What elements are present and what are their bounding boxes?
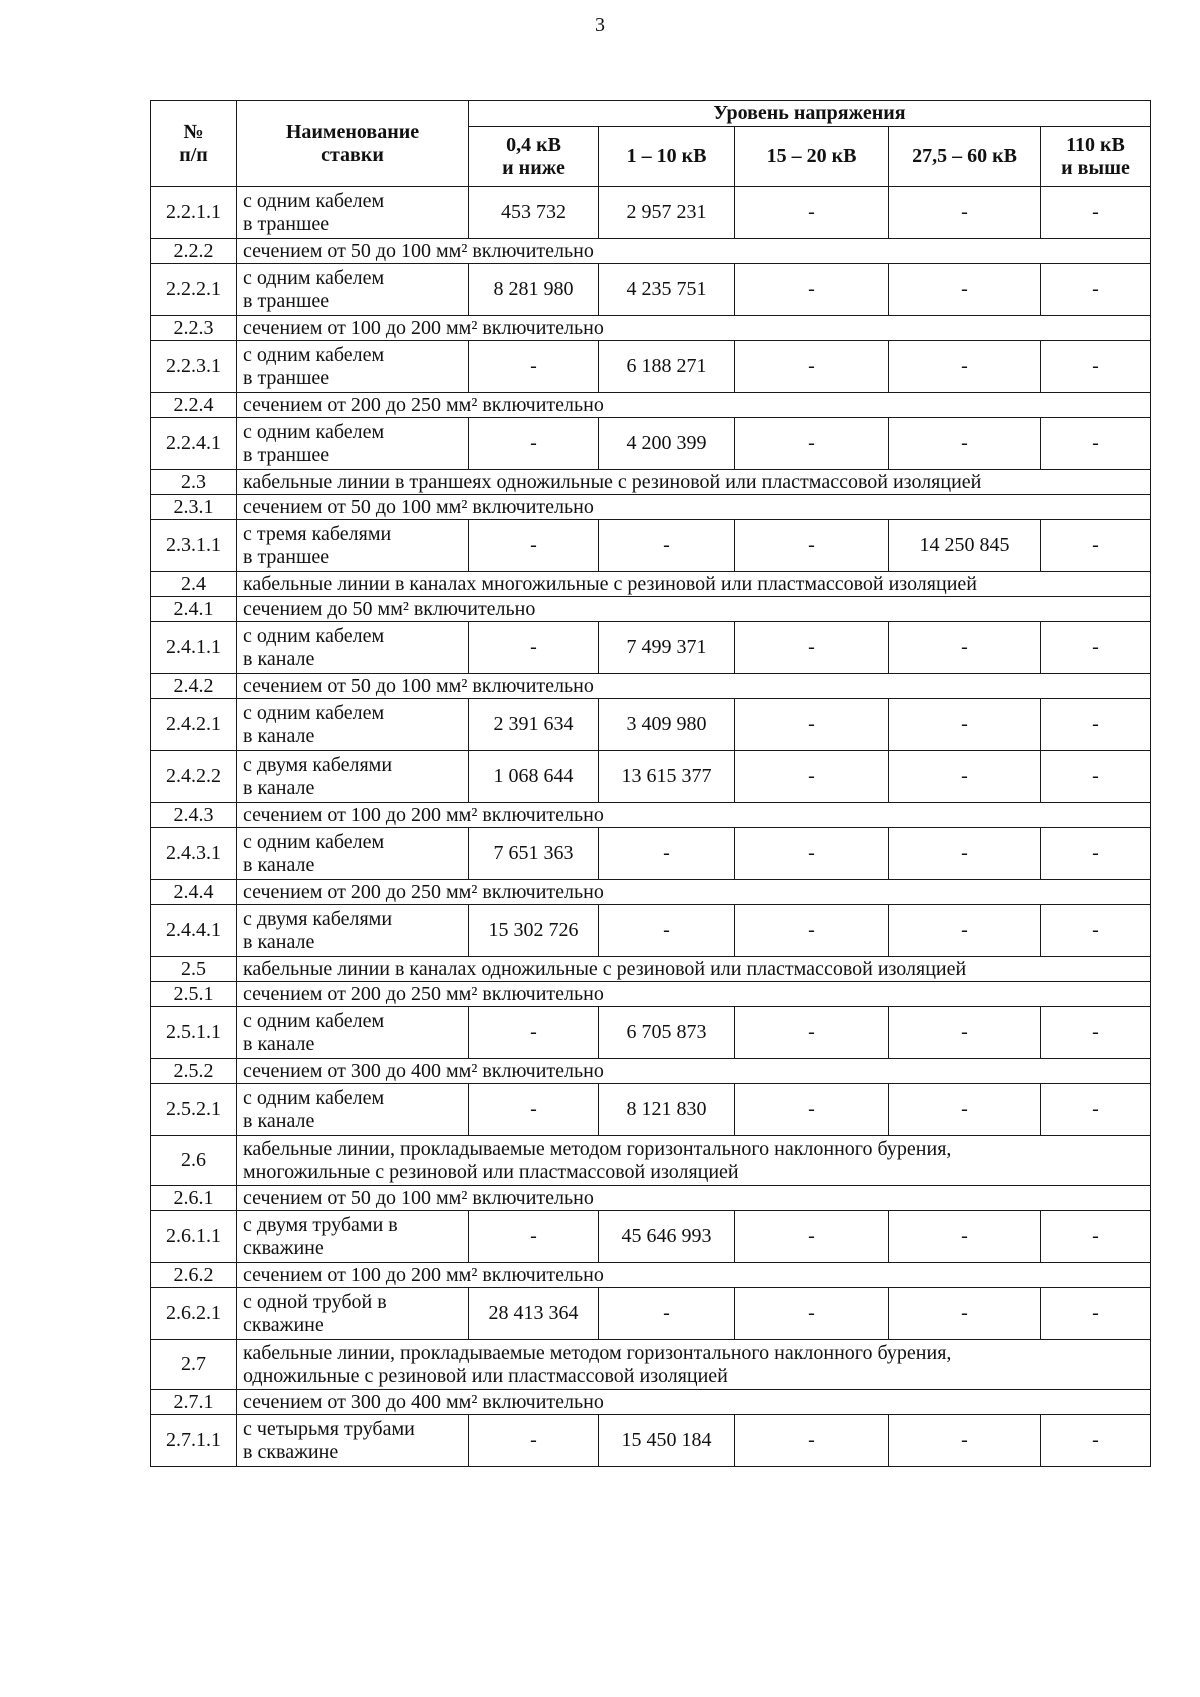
rate-value: 45 646 993 xyxy=(599,1211,735,1263)
section-row xyxy=(151,674,1151,699)
row-number: 2.5.1 xyxy=(151,982,237,1007)
rate-name: с одним кабелем в канале xyxy=(237,699,469,751)
section-row xyxy=(151,239,1151,264)
rate-value: - xyxy=(1041,520,1151,572)
header-level-110kv xyxy=(1041,127,1151,187)
row-number: 2.4.1.1 xyxy=(151,622,237,674)
table-row xyxy=(151,622,1151,674)
table-row xyxy=(151,264,1151,316)
row-number: 2.4.1 xyxy=(151,597,237,622)
header-voltage-level: Уровень напряжения xyxy=(469,101,1151,127)
rate-value: 15 302 726 xyxy=(469,905,599,957)
header-num-label: № п/п xyxy=(179,120,208,166)
section-title: кабельные линии, прокладываемые методом горизонтального наклонного бурения, одножильные с резиновой или пластмассовой изоляцией xyxy=(237,1340,1151,1390)
table-row xyxy=(151,520,1151,572)
rate-value: 14 250 845 xyxy=(889,520,1041,572)
row-number: 2.4.3.1 xyxy=(151,828,237,880)
rate-value: 13 615 377 xyxy=(599,751,735,803)
row-number: 2.3.1.1 xyxy=(151,520,237,572)
rate-name: с одним кабелем в канале xyxy=(237,1084,469,1136)
rate-value: - xyxy=(735,520,889,572)
table-row xyxy=(151,699,1151,751)
table-row xyxy=(151,828,1151,880)
section-row xyxy=(151,597,1151,622)
row-number: 2.4.3 xyxy=(151,803,237,828)
table-row xyxy=(151,1007,1151,1059)
row-number: 2.6.1.1 xyxy=(151,1211,237,1263)
header-level-1-10kv xyxy=(599,127,735,187)
rate-value: - xyxy=(1041,1211,1151,1263)
rate-value: - xyxy=(1041,418,1151,470)
section-row xyxy=(151,1186,1151,1211)
rate-value: - xyxy=(1041,1084,1151,1136)
section-row xyxy=(151,1390,1151,1415)
rate-name: с тремя кабелями в траншее xyxy=(237,520,469,572)
table-row xyxy=(151,1211,1151,1263)
section-title: сечением от 100 до 200 мм² включительно xyxy=(237,803,1151,828)
rate-value: 3 409 980 xyxy=(599,699,735,751)
rate-value: - xyxy=(1041,187,1151,239)
header-level-label: 15 – 20 кВ xyxy=(766,145,857,167)
rate-value: - xyxy=(469,341,599,393)
rate-value: - xyxy=(469,1084,599,1136)
rate-value: 28 413 364 xyxy=(469,1288,599,1340)
rate-name: с одним кабелем в канале xyxy=(237,828,469,880)
row-number: 2.6.2.1 xyxy=(151,1288,237,1340)
row-number: 2.3.1 xyxy=(151,495,237,520)
row-number: 2.5 xyxy=(151,957,237,982)
table-row xyxy=(151,1415,1151,1467)
header-level-label: 0,4 кВ и ниже xyxy=(502,133,565,179)
rate-value: 8 281 980 xyxy=(469,264,599,316)
rate-value: - xyxy=(735,1415,889,1467)
section-row xyxy=(151,957,1151,982)
section-title: сечением от 200 до 250 мм² включительно xyxy=(237,880,1151,905)
row-number: 2.2.4.1 xyxy=(151,418,237,470)
rate-value: - xyxy=(889,622,1041,674)
table-row xyxy=(151,905,1151,957)
rate-value: - xyxy=(469,1415,599,1467)
rate-value: - xyxy=(889,1288,1041,1340)
rate-value: - xyxy=(735,1007,889,1059)
header-level-label: 1 – 10 кВ xyxy=(626,145,707,167)
section-row xyxy=(151,470,1151,495)
rate-value: - xyxy=(889,187,1041,239)
section-row xyxy=(151,1263,1151,1288)
section-row xyxy=(151,1340,1151,1390)
row-number: 2.4.2.2 xyxy=(151,751,237,803)
rate-value: - xyxy=(469,520,599,572)
section-row xyxy=(151,880,1151,905)
rate-value: 4 200 399 xyxy=(599,418,735,470)
row-number: 2.4.2 xyxy=(151,674,237,699)
rate-value: - xyxy=(469,1211,599,1263)
section-row xyxy=(151,1059,1151,1084)
rate-value: - xyxy=(1041,905,1151,957)
rate-value: - xyxy=(1041,1288,1151,1340)
row-number: 2.2.3.1 xyxy=(151,341,237,393)
rate-value: - xyxy=(1041,699,1151,751)
rate-value: - xyxy=(735,622,889,674)
section-title: сечением от 200 до 250 мм² включительно xyxy=(237,393,1151,418)
table-row xyxy=(151,418,1151,470)
section-title: сечением от 100 до 200 мм² включительно xyxy=(237,316,1151,341)
row-number: 2.3 xyxy=(151,470,237,495)
rate-value: - xyxy=(735,341,889,393)
rate-value: - xyxy=(735,828,889,880)
rate-value: 2 391 634 xyxy=(469,699,599,751)
section-row xyxy=(151,316,1151,341)
rate-value: - xyxy=(599,905,735,957)
row-number: 2.4.4 xyxy=(151,880,237,905)
row-number: 2.7 xyxy=(151,1340,237,1390)
row-number: 2.6.2 xyxy=(151,1263,237,1288)
section-title: кабельные линии в каналах многожильные с резиновой или пластмассовой изоляцией xyxy=(237,572,1151,597)
rate-value: - xyxy=(599,828,735,880)
rate-value: - xyxy=(735,187,889,239)
rate-value: - xyxy=(1041,341,1151,393)
header-level-label: 110 кВ и выше xyxy=(1061,133,1130,179)
row-number: 2.7.1.1 xyxy=(151,1415,237,1467)
section-title: сечением от 200 до 250 мм² включительно xyxy=(237,982,1151,1007)
rate-name: с одним кабелем в канале xyxy=(237,1007,469,1059)
rate-name: с двумя кабелями в канале xyxy=(237,751,469,803)
rate-value: - xyxy=(889,1211,1041,1263)
rate-value: - xyxy=(735,418,889,470)
row-number: 2.4.2.1 xyxy=(151,699,237,751)
header-level-27-60kv xyxy=(889,127,1041,187)
section-title: сечением от 50 до 100 мм² включительно xyxy=(237,495,1151,520)
section-title: кабельные линии, прокладываемые методом горизонтального наклонного бурения, многожильные с резиновой или пластмассовой изоляцией xyxy=(237,1136,1151,1186)
rate-value: - xyxy=(889,341,1041,393)
rate-name: с одной трубой в скважине xyxy=(237,1288,469,1340)
row-number: 2.2.1.1 xyxy=(151,187,237,239)
table-row xyxy=(151,1084,1151,1136)
rates-table xyxy=(150,100,1151,1467)
row-number: 2.6 xyxy=(151,1136,237,1186)
rate-value: 6 705 873 xyxy=(599,1007,735,1059)
row-number: 2.2.3 xyxy=(151,316,237,341)
rate-name: с четырьмя трубами в скважине xyxy=(237,1415,469,1467)
rate-value: - xyxy=(1041,264,1151,316)
rate-value: - xyxy=(599,520,735,572)
section-row xyxy=(151,803,1151,828)
row-number: 2.2.2.1 xyxy=(151,264,237,316)
section-title: сечением от 300 до 400 мм² включительно xyxy=(237,1390,1151,1415)
rate-value: 2 957 231 xyxy=(599,187,735,239)
table-row xyxy=(151,751,1151,803)
section-title: кабельные линии в траншеях одножильные с резиновой или пластмассовой изоляцией xyxy=(237,470,1151,495)
section-title: сечением от 300 до 400 мм² включительно xyxy=(237,1059,1151,1084)
row-number: 2.5.1.1 xyxy=(151,1007,237,1059)
row-number: 2.4.4.1 xyxy=(151,905,237,957)
rate-value: - xyxy=(1041,828,1151,880)
rate-value: - xyxy=(889,1415,1041,1467)
section-title: сечением от 100 до 200 мм² включительно xyxy=(237,1263,1151,1288)
rate-name: с одним кабелем в траншее xyxy=(237,187,469,239)
section-title: сечением от 50 до 100 мм² включительно xyxy=(237,674,1151,699)
header-level-15-20kv xyxy=(735,127,889,187)
rate-value: - xyxy=(889,1084,1041,1136)
section-row xyxy=(151,982,1151,1007)
row-number: 2.6.1 xyxy=(151,1186,237,1211)
rate-name: с одним кабелем в траншее xyxy=(237,341,469,393)
table-header xyxy=(151,101,1151,187)
section-row xyxy=(151,572,1151,597)
header-name xyxy=(237,101,469,187)
section-row xyxy=(151,1136,1151,1186)
row-number: 2.2.2 xyxy=(151,239,237,264)
rate-value: 8 121 830 xyxy=(599,1084,735,1136)
section-row xyxy=(151,495,1151,520)
rate-value: 15 450 184 xyxy=(599,1415,735,1467)
rate-value: - xyxy=(735,1211,889,1263)
rate-value: 7 499 371 xyxy=(599,622,735,674)
rate-value: - xyxy=(735,699,889,751)
table-row xyxy=(151,187,1151,239)
header-name-label: Наименование ставки xyxy=(285,120,420,166)
rate-value: - xyxy=(599,1288,735,1340)
rate-value: 6 188 271 xyxy=(599,341,735,393)
rate-value: - xyxy=(889,751,1041,803)
table-row xyxy=(151,1288,1151,1340)
row-number: 2.5.2.1 xyxy=(151,1084,237,1136)
rate-value: - xyxy=(889,264,1041,316)
rate-value: - xyxy=(889,699,1041,751)
rate-value: - xyxy=(889,418,1041,470)
row-number: 2.2.4 xyxy=(151,393,237,418)
section-title: кабельные линии в каналах одножильные с резиновой или пластмассовой изоляцией xyxy=(237,957,1151,982)
rate-value: 7 651 363 xyxy=(469,828,599,880)
header-num xyxy=(151,101,237,187)
rate-value: 1 068 644 xyxy=(469,751,599,803)
rate-value: - xyxy=(1041,1007,1151,1059)
table-body xyxy=(151,187,1151,1467)
rate-value: - xyxy=(735,1084,889,1136)
section-title: сечением от 50 до 100 мм² включительно xyxy=(237,239,1151,264)
rate-value: - xyxy=(889,905,1041,957)
rate-value: 453 732 xyxy=(469,187,599,239)
rate-value: - xyxy=(469,1007,599,1059)
rate-value: 4 235 751 xyxy=(599,264,735,316)
header-level-04kv xyxy=(469,127,599,187)
header-level-label: 27,5 – 60 кВ xyxy=(912,145,1017,167)
section-row xyxy=(151,393,1151,418)
rate-value: - xyxy=(1041,1415,1151,1467)
section-title: сечением до 50 мм² включительно xyxy=(237,597,1151,622)
rate-value: - xyxy=(889,1007,1041,1059)
rate-value: - xyxy=(735,1288,889,1340)
row-number: 2.5.2 xyxy=(151,1059,237,1084)
rate-value: - xyxy=(735,264,889,316)
rate-name: с двумя кабелями в канале xyxy=(237,905,469,957)
rate-value: - xyxy=(889,828,1041,880)
rate-value: - xyxy=(1041,751,1151,803)
rate-value: - xyxy=(735,751,889,803)
table-row xyxy=(151,341,1151,393)
rate-name: с одним кабелем в траншее xyxy=(237,418,469,470)
rate-name: с одним кабелем в канале xyxy=(237,622,469,674)
section-title: сечением от 50 до 100 мм² включительно xyxy=(237,1186,1151,1211)
rate-value: - xyxy=(1041,622,1151,674)
rate-name: с двумя трубами в скважине xyxy=(237,1211,469,1263)
page-number: 3 xyxy=(595,14,605,36)
rate-name: с одним кабелем в траншее xyxy=(237,264,469,316)
rate-value: - xyxy=(735,905,889,957)
rate-value: - xyxy=(469,622,599,674)
row-number: 2.7.1 xyxy=(151,1390,237,1415)
row-number: 2.4 xyxy=(151,572,237,597)
rate-value: - xyxy=(469,418,599,470)
